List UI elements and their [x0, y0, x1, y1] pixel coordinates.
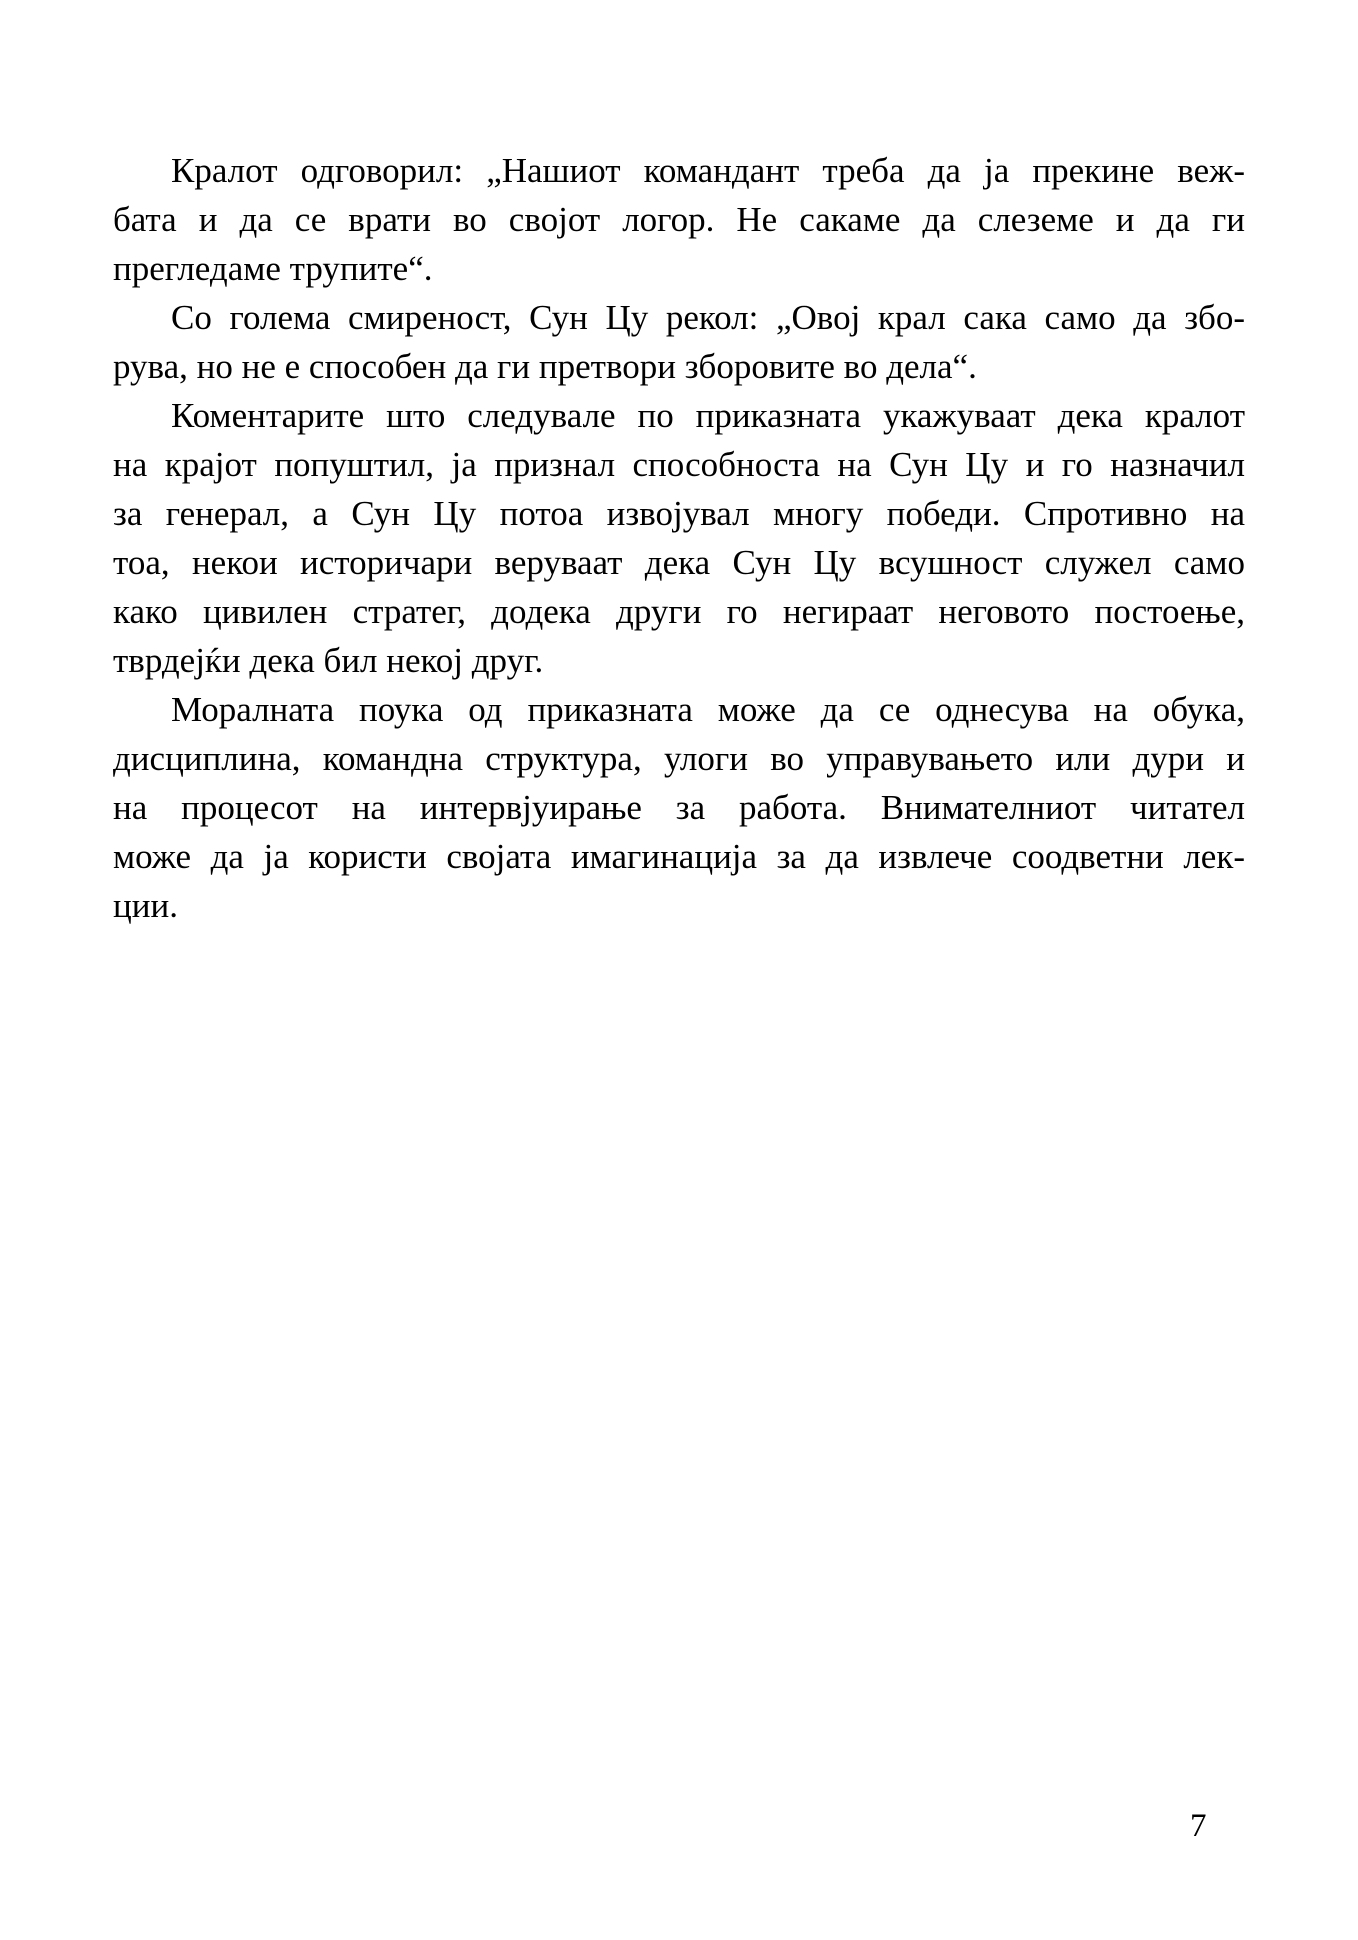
paragraph — [113, 685, 1245, 930]
text-line: на процесот на интервјуирање за работа. Внимателниот читател — [113, 788, 1245, 827]
text-line: за генерал, а Сун Цу потоа извојувал многу победи. Спротивно на — [113, 494, 1245, 533]
text-line: дисциплина, командна структура, улоги во управувањето или дури и — [113, 739, 1245, 778]
paragraph — [113, 293, 1245, 391]
text-line: како цивилен стратег, додека други го негираат неговото постоење, — [113, 592, 1245, 631]
text-line: Моралната поука од приказната може да се однесува на обука, — [171, 690, 1245, 729]
text-line: може да ја користи својата имагинација за да извлече соодветни лек- — [113, 837, 1245, 876]
text-line: тоа, некои историчари веруваат дека Сун Цу всушност служел само — [113, 543, 1245, 582]
text-line: Кралот одговорил: „Нашиот командант треба да ја прекине веж- — [171, 151, 1245, 190]
text-line: бата и да се врати во својот логор. Не сакаме да слеземе и да ги — [113, 200, 1245, 239]
text-line: ции. — [113, 886, 178, 925]
text-block — [113, 146, 1245, 930]
paragraph — [113, 146, 1245, 293]
text-line: рува, но не е способен да ги претвори зборовите во дела“. — [113, 347, 977, 386]
text-line: тврдејќи дека бил некој друг. — [113, 641, 544, 680]
paragraph — [113, 391, 1245, 685]
text-line: прегледаме трупите“. — [113, 249, 433, 288]
text-line: Со голема смиреност, Сун Цу рекол: „Овој крал сака само да збо- — [171, 298, 1245, 337]
page-number: 7 — [1190, 1808, 1207, 1844]
text-line: Коментарите што следувале по приказната укажуваат дека кралот — [171, 396, 1245, 435]
text-line: на крајот попуштил, ја признал способноста на Сун Цу и го назначил — [113, 445, 1245, 484]
